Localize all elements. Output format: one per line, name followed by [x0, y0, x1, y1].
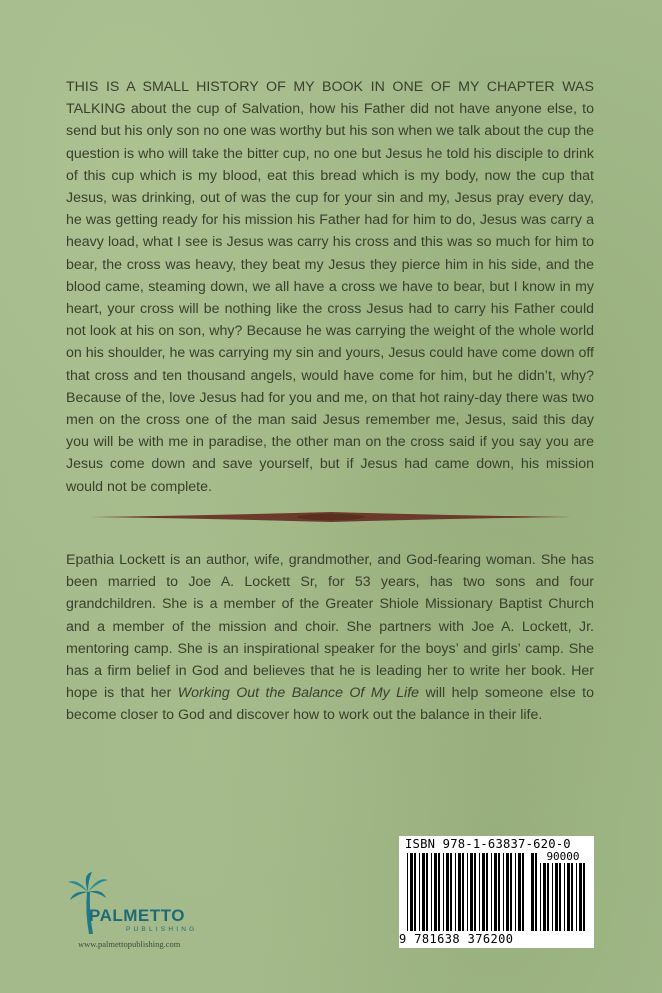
price-code: 90000 [537, 851, 589, 863]
ornamental-divider [90, 510, 572, 524]
bio-text-2: will help someone else to become closer to God and discover how to work out the balance in their life. [66, 685, 594, 724]
ean-digits: 9 781638 376200 [399, 932, 514, 946]
publisher-url: www.palmettopublishing.com [78, 939, 181, 949]
isbn-barcode [399, 836, 594, 948]
publisher-name: PALMETTO [89, 906, 185, 925]
publisher-subtitle: PUBLISHING [126, 926, 198, 933]
author-bio [66, 549, 594, 727]
price-addon-bars [531, 853, 589, 933]
isbn-number: ISBN 978-1-63837-620-0 [405, 837, 571, 851]
bio-text-1: Epathia Lockett is an author, wife, grandmother, and God-fearing woman. She has been married to Joe A. Lockett Sr, for 53 years, has two sons and four grandchildren. She is a member of the Greater Shiole Missionary Baptist Church and a member of the mission and choir. She partners with Joe A. Lockett, Jr. mentoring camp. She is an inspirational speaker for the boys’ and girls’ camp. She has a firm belief in God and believes that he is leading her to write her book. Her hope is that her [66, 552, 594, 702]
ean-barcode-bars [407, 853, 527, 933]
publisher-logo [66, 870, 236, 950]
bio-book-title: Working Out the Balance Of My Life [177, 685, 420, 702]
back-cover-blurb: THIS IS A SMALL HISTORY OF MY BOOK IN ONE OF MY CHAPTER WAS TALKING about the cup of Salvation, how his Father did not have anyone else, to send but his only son no one was worthy but his son when we talk about the cup the question is who will take the bitter cup, no one but Jesus he told his disciple to drink of this cup which is my blood, eat this bread which is my body, now the cup that Jesus, was drinking, out of was the cup for your sin and my, Jesus pray every day, he was getting ready for his mission his Father had for him to do, Jesus was carry a heavy load, what I see is Jesus was carry his cross and this was so much for him to bear, the cross was heavy, they beat my Jesus they pierce him in his side, and the blood came, steaming down, we all have a cross we have to bear, but I know in my heart, your cross will be nothing like the cross Jesus had to carry his Father could not look at his on son, why? Because he was carrying the weight of the whole world on his shoulder, he was carrying my sin and yours, Jesus could have come down off that cross and ten thousand angels, would have come for him, but he didn’t, why? Because of the, love Jesus had for you and me, on that hot rainy-day there was two men on the cross one of the man said Jesus remember me, Jesus, said this day you will be with me in paradise, the other man on the cross said if you say you are Jesus come down and save yourself, but if Jesus had came down, his mission would not be complete. [66, 79, 594, 495]
